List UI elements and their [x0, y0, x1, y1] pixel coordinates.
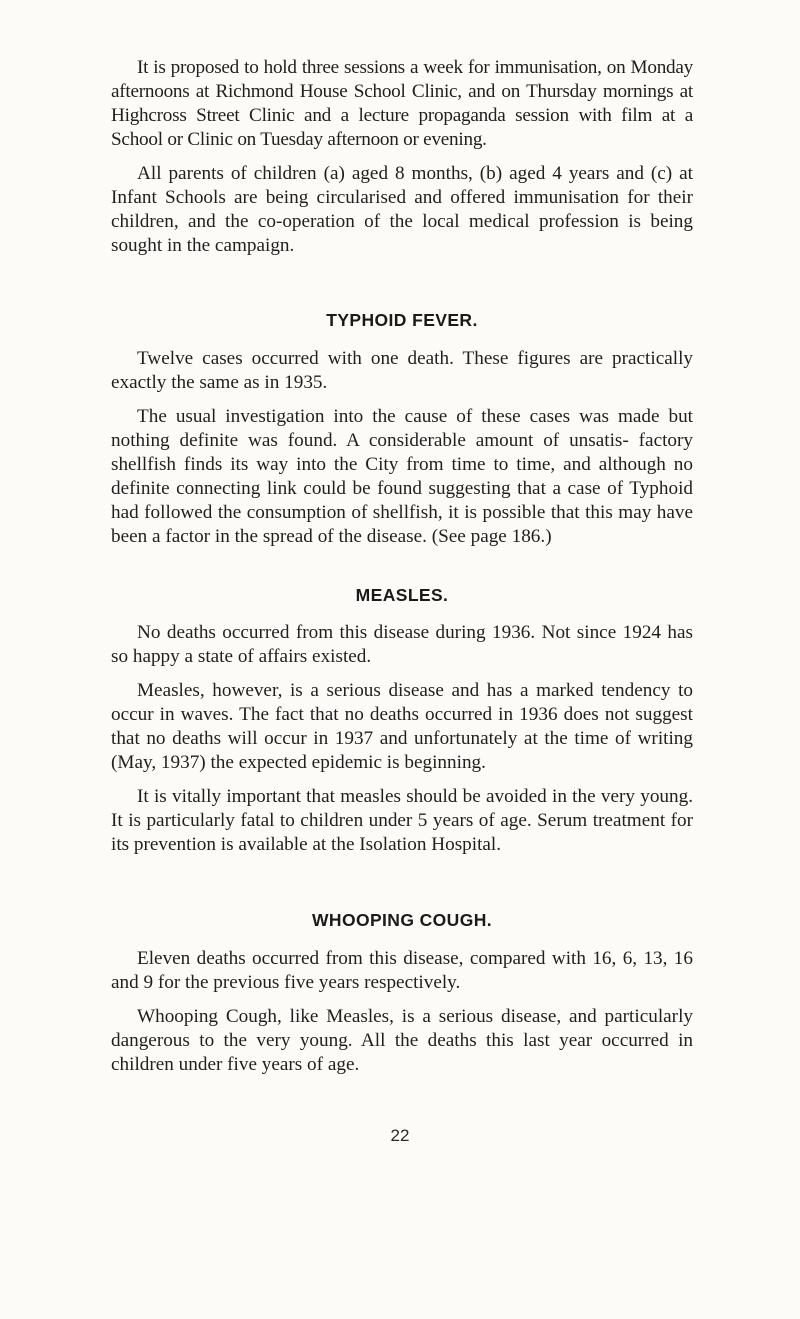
measles-waves-paragraph: Measles, however, is a serious disease and has a marked tendency to occur in waves. The fact that no deaths occurred in 1936 does not suggest that no deaths will occur in 1937 and unfortunately at the time of writing (May, 1937) the expected epidemic is beginning. [111, 680, 693, 773]
whooping-dangerous-paragraph: Whooping Cough, like Measles, is a serious disease, and particularly dangerous to the very young. All the deaths this last year occurred in children under five years of age. [111, 1006, 693, 1075]
page-number: 22 [390, 1126, 410, 1145]
typhoid-investigation-paragraph: The usual investigation into the cause of these cases was made but nothing definite was found. A considerable amount of unsatis- factory shellfish finds its way into the City from time to time, and although no definite connecting link could be found suggesting that a case of Typhoid had followed the consumption of shellfish, it is possible that this may have been a factor in the spread of the disease. (See page 186.) [111, 406, 693, 547]
typhoid-cases-paragraph: Twelve cases occurred with one death. These figures are practically exactly the same as in 1935. [111, 348, 693, 393]
immunisation-sessions-paragraph: It is proposed to hold three sessions a week for immunisation, on Monday afternoons at Richmond House School Clinic, and on Thursday mornings at Highcross Street Clinic and a lecture propaganda session with film at a School or Clinic on Tuesday afternoon or evening. [111, 57, 693, 150]
parents-circularised-paragraph: All parents of children (a) aged 8 months, (b) aged 4 years and (c) at Infant Schools are being circularised and offered immunisation for their children, and the co-operation of the local medical profession is being sought in the campaign. [111, 163, 693, 256]
measles-heading: MEASLES. [355, 585, 449, 605]
measles-no-deaths-paragraph: No deaths occurred from this disease during 1936. Not since 1924 has so happy a state of affairs existed. [111, 622, 693, 667]
measles-young-paragraph: It is vitally important that measles should be avoided in the very young. It is particularly fatal to children under 5 years of age. Serum treatment for its prevention is available at the Isolation Hospital. [111, 786, 693, 855]
document-page [111, 56, 693, 1077]
whooping-cough-heading: WHOOPING COUGH. [311, 910, 493, 930]
typhoid-fever-heading: TYPHOID FEVER. [326, 310, 478, 330]
whooping-deaths-paragraph: Eleven deaths occurred from this disease, compared with 16, 6, 13, 16 and 9 for the previous five years respectively. [111, 948, 693, 993]
